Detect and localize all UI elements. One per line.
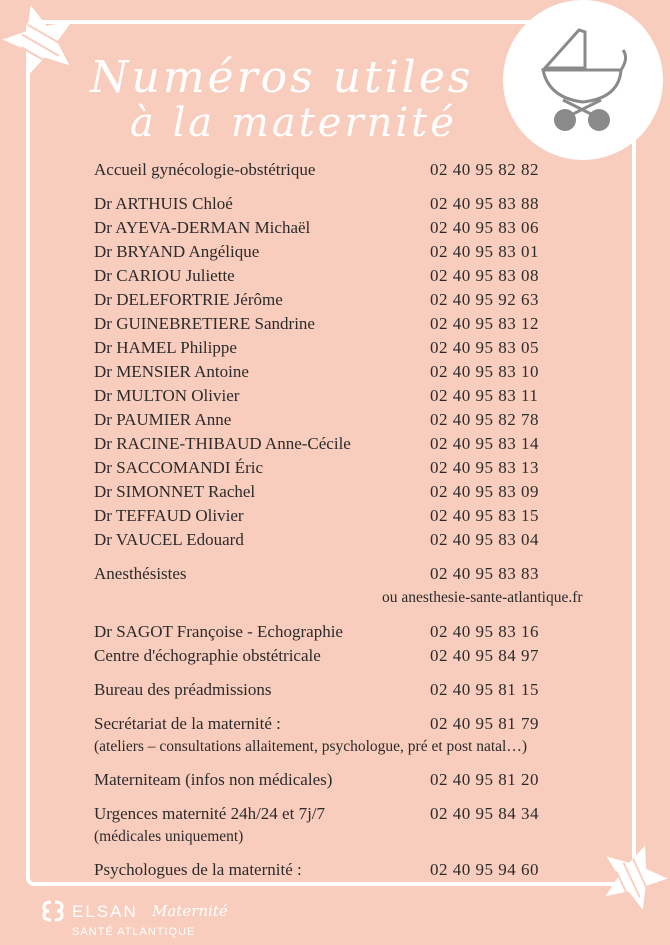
email-link[interactable]: ou anesthesie-sante-atlantique.fr xyxy=(382,589,583,606)
doctor-name: Dr DELEFORTRIE Jérôme xyxy=(94,290,283,309)
phone-number[interactable]: 02 40 95 81 79 xyxy=(430,714,539,733)
phone-number[interactable]: 02 40 95 83 12 xyxy=(430,314,539,333)
doctor-name: Dr SIMONNET Rachel xyxy=(94,482,256,501)
contact-label: Accueil gynécologie-obstétrique xyxy=(94,160,316,179)
phone-number[interactable]: 02 40 95 83 08 xyxy=(430,266,539,285)
doctor-name: Dr GUINEBRETIERE Sandrine xyxy=(94,314,315,333)
anesthesistes-email-row xyxy=(94,586,614,610)
phone-number[interactable]: 02 40 95 83 15 xyxy=(430,506,539,525)
phone-number[interactable]: 02 40 95 84 97 xyxy=(430,646,539,665)
phone-number[interactable]: 02 40 95 83 13 xyxy=(430,458,539,477)
phone-number[interactable]: 02 40 95 81 15 xyxy=(430,680,539,699)
doctor-name: Dr AYEVA-DERMAN Michaël xyxy=(94,218,311,237)
phone-number[interactable]: 02 40 95 83 06 xyxy=(430,218,539,237)
list-item xyxy=(94,216,614,240)
list-item xyxy=(94,240,614,264)
doctor-name: Dr MENSIER Antoine xyxy=(94,362,249,381)
doctor-name: Dr MULTON Olivier xyxy=(94,386,240,405)
list-item xyxy=(94,432,614,456)
phone-number[interactable]: 02 40 95 83 01 xyxy=(430,242,539,261)
phone-number[interactable]: 02 40 95 83 10 xyxy=(430,362,539,381)
list-item-preadmissions xyxy=(94,678,614,702)
list-item-psychologues xyxy=(94,858,614,882)
brand-location: SANTÉ ATLANTIQUE xyxy=(72,926,196,938)
phone-number[interactable]: 02 40 95 82 78 xyxy=(430,410,539,429)
contact-list xyxy=(94,158,614,882)
list-item xyxy=(94,288,614,312)
doctor-name: Dr CARIOU Juliette xyxy=(94,266,235,285)
list-item-urgences xyxy=(94,802,614,826)
phone-number[interactable]: 02 40 95 83 05 xyxy=(430,338,539,357)
list-item xyxy=(94,192,614,216)
phone-number[interactable]: 02 40 95 81 20 xyxy=(430,770,539,789)
brand-subtitle: Maternité xyxy=(152,902,228,920)
doctor-name: Dr TEFFAUD Olivier xyxy=(94,506,244,525)
phone-number[interactable]: 02 40 95 83 09 xyxy=(430,482,539,501)
phone-number[interactable]: 02 40 95 83 14 xyxy=(430,434,539,453)
list-item-accueil xyxy=(94,158,614,182)
list-item xyxy=(94,504,614,528)
list-item-anesthesistes xyxy=(94,562,614,586)
contact-label: Urgences maternité 24h/24 et 7j/7 xyxy=(94,804,326,823)
list-item xyxy=(94,408,614,432)
urgences-note: (médicales uniquement) xyxy=(94,828,244,845)
doctors-list xyxy=(94,192,614,552)
list-item xyxy=(94,336,614,360)
contact-label: Dr SAGOT Françoise - Echographie xyxy=(94,622,343,641)
list-item xyxy=(94,384,614,408)
contact-label: Materniteam (infos non médicales) xyxy=(94,770,333,789)
list-item-secretariat xyxy=(94,712,614,736)
phone-number[interactable]: 02 40 95 83 04 xyxy=(430,530,539,549)
contact-label: Bureau des préadmissions xyxy=(94,680,272,699)
phone-number[interactable]: 02 40 95 84 34 xyxy=(430,804,539,823)
phone-number[interactable]: 02 40 95 83 88 xyxy=(430,194,539,213)
brand-name: ELSAN xyxy=(72,902,138,921)
phone-number[interactable]: 02 40 95 82 82 xyxy=(430,160,539,179)
list-item xyxy=(94,480,614,504)
phone-number[interactable]: 02 40 95 83 16 xyxy=(430,622,539,641)
list-item xyxy=(94,456,614,480)
doctor-name: Dr RACINE-THIBAUD Anne-Cécile xyxy=(94,434,351,453)
secretariat-note: (ateliers – consultations allaitement, psychologue, pré et post natal…) xyxy=(94,738,528,755)
contact-label: Secrétariat de la maternité : xyxy=(94,714,281,733)
list-item xyxy=(94,528,614,552)
contact-label: Psychologues de la maternité : xyxy=(94,860,302,879)
page-title-line2: à la maternité xyxy=(130,100,457,146)
phone-number[interactable]: 02 40 95 83 11 xyxy=(430,386,539,405)
list-item-materniteam xyxy=(94,768,614,792)
list-item xyxy=(94,644,614,668)
list-item xyxy=(94,264,614,288)
doctor-name: Dr BRYAND Angélique xyxy=(94,242,260,261)
phone-number[interactable]: 02 40 95 94 60 xyxy=(430,860,539,879)
doctor-name: Dr VAUCEL Edouard xyxy=(94,530,244,549)
doctor-name: Dr HAMEL Philippe xyxy=(94,338,237,357)
star-icon xyxy=(0,0,80,80)
doctor-name: Dr SACCOMANDI Éric xyxy=(94,458,264,477)
elsan-logo-icon xyxy=(40,898,66,924)
list-item xyxy=(94,312,614,336)
phone-number[interactable]: 02 40 95 92 63 xyxy=(430,290,539,309)
contact-label: Anesthésistes xyxy=(94,564,187,583)
contact-label: Centre d'échographie obstétricale xyxy=(94,646,321,665)
page-title-line1: Numéros utiles xyxy=(90,52,474,103)
doctor-name: Dr ARTHUIS Chloé xyxy=(94,194,233,213)
list-item xyxy=(94,620,614,644)
list-item xyxy=(94,360,614,384)
phone-number[interactable]: 02 40 95 83 83 xyxy=(430,564,539,583)
doctor-name: Dr PAUMIER Anne xyxy=(94,410,232,429)
